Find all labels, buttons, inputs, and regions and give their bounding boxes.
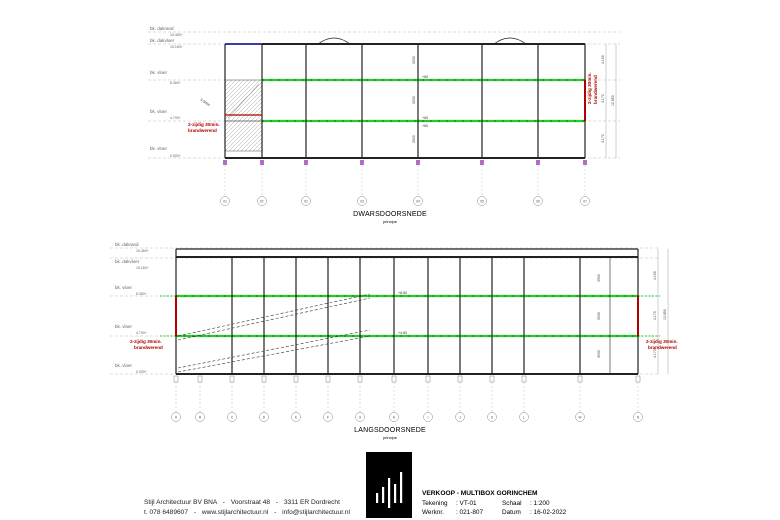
ramp-lines [178, 294, 370, 372]
grid-label: 05 [480, 199, 484, 204]
grid-label: J [459, 415, 461, 420]
project-title: VERKOOP - MULTIBOX GORINCHEM [422, 490, 538, 497]
level-label: bk. dakrand [115, 242, 139, 247]
level-value: 15.450+ [170, 33, 183, 37]
stair-label: 3.5mm [199, 97, 211, 108]
cross-column-feet [223, 160, 587, 165]
fire-note: 2-zijdig 30min. [188, 122, 220, 127]
field-label: Datum [502, 509, 521, 516]
cross-section [148, 26, 620, 224]
fire-note: brandwerend [134, 345, 163, 350]
floor-label: +60 [422, 116, 429, 120]
level-label: bk. vloer [150, 109, 168, 114]
level-label: bk. vloer [115, 324, 133, 329]
long-section [110, 242, 678, 440]
field-label: Tekening [422, 500, 448, 507]
bay-dimension: 3930 [597, 312, 601, 320]
level-label: bk. vloer [115, 363, 133, 368]
grid-label: F [326, 415, 330, 420]
bay-dimension: 3930 [412, 56, 416, 64]
cross-columns [225, 44, 585, 158]
level-value: 8.360+ [136, 292, 147, 296]
grid-label: B [198, 415, 202, 420]
level-value: 0.000+ [170, 154, 181, 158]
grid-label: L [523, 415, 525, 420]
level-value: 15.160+ [170, 45, 183, 49]
title-block [144, 452, 567, 518]
right-dim: 4.170 [601, 134, 605, 143]
right-dim: 4.150 [601, 55, 605, 64]
grid-label: M [578, 415, 582, 420]
grid-label: A [174, 415, 178, 420]
right-dim: 4.170 [653, 349, 657, 358]
right-total: 12.850 [611, 95, 615, 106]
long-grid-bubbles [172, 413, 643, 422]
stair-core [225, 121, 262, 151]
cross-grid-labels [223, 200, 587, 204]
bay-dimension: 3930 [412, 96, 416, 104]
long-grid-axes [176, 382, 638, 412]
right-dim: 4.170 [653, 311, 657, 320]
long-level-labels [115, 242, 149, 374]
bay-dimension: 3900 [412, 135, 416, 143]
grid-label: 03 [360, 199, 364, 204]
level-label: bk. vloer [150, 146, 168, 151]
section-title: LANGSDOORSNEDE [354, 427, 426, 434]
grid-label: C [230, 415, 234, 420]
grid-label: E [294, 415, 298, 420]
grid-label: H [392, 415, 396, 420]
field-value: : 021-807 [456, 509, 484, 516]
company-info: Stijl Architectuur BV BNA - Voorstraat 48 - 3311 ER Dordrecht [144, 499, 340, 506]
long-column-feet [174, 376, 640, 382]
section-subtitle: principe [382, 435, 398, 440]
level-label: bk. vloer [115, 285, 133, 290]
grid-label: I [427, 415, 429, 420]
cross-level-labels [150, 26, 183, 158]
right-dim: 4.150 [653, 271, 657, 280]
grid-label: 01 [223, 199, 227, 204]
level-value: 15.160+ [136, 266, 149, 270]
section-title: DWARSDOORSNEDE [353, 211, 427, 218]
level-value: 8.360+ [170, 81, 181, 85]
floor-label: +4.60 [398, 331, 408, 335]
level-label: bk. dakvloer [150, 38, 175, 43]
level-label: bk. vloer [150, 70, 168, 75]
fire-note: brandwerend [593, 75, 598, 104]
floor-label: +8.60 [398, 291, 408, 295]
long-columns [176, 249, 638, 374]
grid-label: 04 [416, 199, 420, 204]
bay-dimension: 3930 [597, 350, 601, 358]
fire-note: brandwerend [648, 345, 677, 350]
fire-note: 2-zijdig 30min. [646, 339, 678, 344]
company-logo [366, 452, 412, 518]
cross-grid-axes [225, 165, 585, 196]
long-grid-labels [175, 416, 640, 420]
grid-label: D [262, 415, 266, 420]
right-dim: 4.170 [601, 94, 605, 103]
grid-label: 02 [304, 199, 308, 204]
fire-note: 2-zijdig 30min. [587, 72, 592, 104]
floor-label: +60 [422, 124, 429, 128]
grid-label: 01' [259, 199, 265, 204]
field-value: : VT-01 [456, 500, 477, 507]
level-value: 4.790+ [170, 116, 181, 120]
level-label: bk. dakvloer [115, 259, 140, 264]
bay-dimension: 3900 [597, 274, 601, 282]
section-subtitle: principe [382, 219, 398, 224]
grid-label: N [636, 415, 640, 420]
level-value: 4.790+ [136, 331, 147, 335]
fire-note: 2-zijdig 30min. [130, 339, 162, 344]
grid-label: K [490, 415, 494, 420]
cross-grid-bubbles [221, 197, 590, 206]
floor-label: +60 [422, 75, 429, 79]
grid-label: 07 [583, 199, 587, 204]
right-total: 12.850 [663, 309, 667, 320]
company-contact: t. 078 6489607 - www.stijlarchitectuur.nl - info@stijlarchitectuur.nl [144, 509, 351, 516]
field-label: Schaal [502, 500, 522, 507]
field-label: Werknr. [422, 509, 444, 516]
grid-label: 06 [536, 199, 540, 204]
cross-level-lines [148, 32, 620, 158]
level-value: 0.000+ [136, 370, 147, 374]
level-label: bk. dakrand [150, 26, 174, 31]
field-value: : 1:200 [530, 500, 550, 507]
grid-label: G [358, 415, 362, 420]
level-value: 15.450+ [136, 249, 149, 253]
fire-note: brandwerend [188, 128, 217, 133]
field-value: : 16-02-2022 [530, 509, 567, 516]
long-level-lines [110, 248, 660, 374]
